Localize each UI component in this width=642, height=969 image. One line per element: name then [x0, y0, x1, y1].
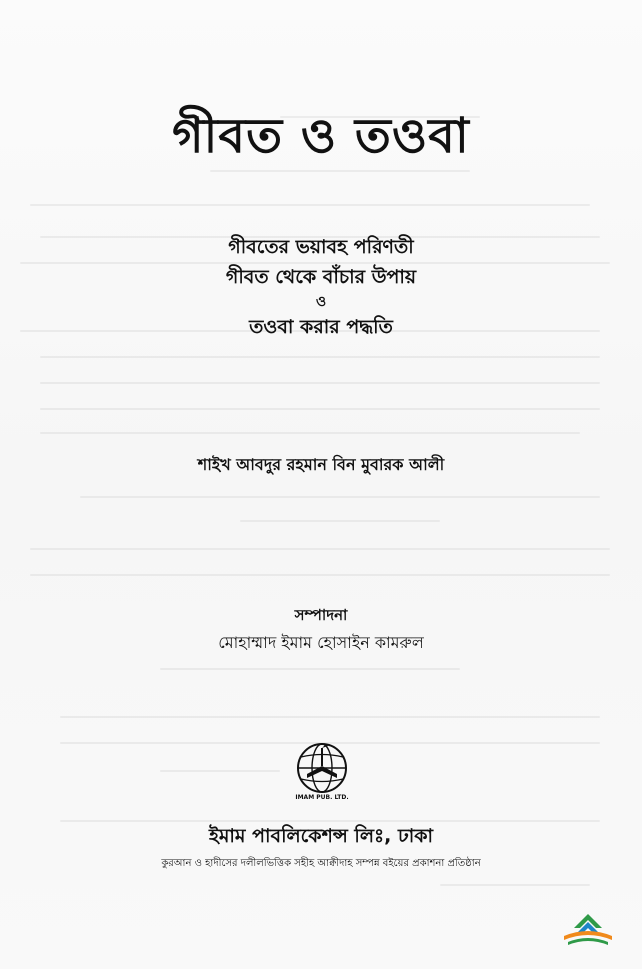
bleed-line	[240, 520, 440, 522]
corner-brand-icon	[558, 912, 618, 948]
editor-name: মোহাম্মাদ ইমাম হোসাইন কামরুল	[218, 633, 424, 652]
editor-label: সম্পাদনা	[294, 606, 348, 624]
subtitle-line-2: গীবত থেকে বাঁচার উপায়	[225, 266, 417, 288]
publisher-logo-text: IMAM PUB. LTD.	[295, 794, 349, 801]
bleed-line	[160, 668, 460, 670]
subtitle-block	[0, 232, 642, 342]
subtitle-line-1: গীবতের ভয়াবহ পরিণতী	[228, 236, 414, 258]
bleed-line	[40, 382, 600, 384]
publisher-tagline: কুরআন ও হাদীসের দলীলভিত্তিক সহীহ আক্বীদাহ সম্পন্ন বইয়ের প্রকাশনা প্রতিষ্ঠান	[161, 858, 481, 869]
author-name: শাইখ আবদুর রহমান বিন মুবারক আলী	[197, 455, 445, 474]
bleed-line	[30, 548, 610, 550]
publisher-name: ইমাম পাবলিকেশন্স লিঃ, ঢাকা	[208, 825, 434, 847]
bleed-line	[30, 574, 610, 576]
subtitle-line-3: তওবা করার পদ্ধতি	[249, 316, 393, 338]
bleed-line	[440, 884, 590, 886]
publisher-globe-logo	[290, 740, 354, 802]
subtitle-conjunction: ও	[315, 294, 327, 310]
bleed-line	[80, 496, 600, 498]
bleed-line	[30, 204, 590, 206]
bleed-line	[40, 432, 580, 434]
bleed-line	[40, 356, 600, 358]
bleed-line	[40, 408, 600, 410]
bleed-line	[160, 770, 280, 772]
book-title: গীবত ও তওবা	[172, 108, 470, 164]
bleed-line	[60, 716, 600, 718]
